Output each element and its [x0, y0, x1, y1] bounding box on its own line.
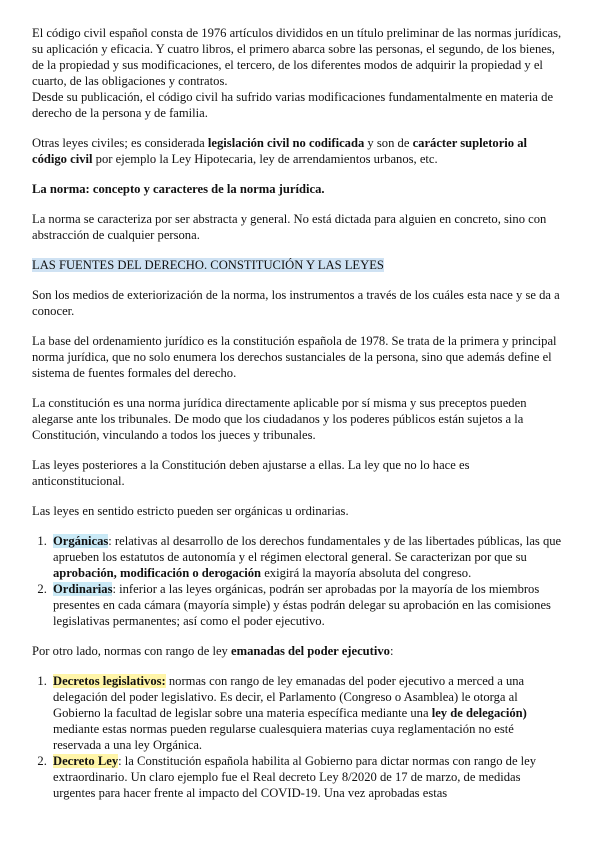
term-highlight: Decretos legislativos:	[53, 674, 166, 688]
text-span: mediante estas normas pueden regularse cualesquiera materias cuya reglamentación no esté reservada a una ley Orgánica.	[53, 722, 514, 752]
text-span: Por otro lado, normas con rango de ley	[32, 644, 232, 658]
list-item	[50, 673, 562, 753]
text-span: normas con rango de ley emanadas del poder ejecutivo a merced a una delegación del poder legislativo. Es decir, el Parlamento (Congreso o Asamblea) le otorga al Gobierno la facultad de legislar sobre una materia específica mediante una	[53, 674, 525, 720]
section-heading-fuentes	[32, 257, 562, 273]
term-highlight: Decreto Ley	[53, 754, 119, 768]
paragraph-codigo-civil	[32, 25, 562, 89]
paragraph-poder-ejecutivo	[32, 643, 562, 659]
text-span: :	[389, 644, 394, 658]
paragraph-text: La base del ordenamiento jurídico es la constitución española de 1978. Se trata de la primera y principal norma jurídica, que no solo enumera los derechos sustanciales de la persona, sino que además define el sistema de fuentes formales del derecho.	[32, 334, 557, 380]
text-span: y son de	[364, 136, 413, 150]
list-normas-ejecutivo	[32, 673, 562, 801]
text-span: : inferior a las leyes orgánicas, podrán ser aprobadas por la mayoría de los miembros presentes en cada cámara (mayoría simple) y éstas podrán delegar su aprobación en las comisiones legislativas permanentes; así como el poder ejecutivo.	[53, 582, 551, 628]
bold-span: carácter supletorio al código civil	[32, 136, 528, 166]
bold-span: legislación civil no codificada	[207, 136, 365, 150]
text-span: Otras leyes civiles; es considerada	[32, 136, 208, 150]
paragraph-medios	[32, 287, 562, 319]
list-tipos-leyes	[32, 533, 562, 629]
paragraph-text: La norma se caracteriza por ser abstracta y general. No está dictada para alguien en concreto, sino con abstracción de cualquier persona.	[32, 212, 547, 242]
bold-span: emanadas del poder ejecutivo	[231, 644, 390, 658]
bold-span: aprobación, modificación o derogación	[53, 566, 262, 580]
paragraph-constitucion-aplicable	[32, 395, 562, 443]
paragraph-text: La constitución es una norma jurídica directamente aplicable por sí misma y sus preceptos pueden alegarse ante los tribunales. De modo que los ciudadanos y los poderes públicos están sujetos a la Constitución, vinculando a todos los jueces y tribunales.	[32, 396, 527, 442]
list-item	[50, 533, 562, 581]
paragraph-text: Son los medios de exteriorización de la norma, los instrumentos a través de los cuáles esta nace y se da a conocer.	[32, 288, 560, 318]
paragraph-text: Las leyes en sentido estricto pueden ser orgánicas u ordinarias.	[32, 504, 349, 518]
paragraph-leyes-estricto	[32, 503, 562, 519]
text-span: por ejemplo la Ley Hipotecaria, ley de arrendamientos urbanos, etc.	[92, 152, 438, 166]
bold-span: ley de delegación)	[431, 706, 527, 720]
text-span: : relativas al desarrollo de los derechos fundamentales y de las libertades públicas, las que aprueben los estatutos de autonomía y el régimen electoral general. Se caracterizan por que su	[53, 534, 562, 564]
list-item	[50, 581, 562, 629]
paragraph-modificaciones	[32, 89, 562, 121]
term-highlight: Ordinarias	[53, 582, 113, 596]
paragraph-leyes-posteriores	[32, 457, 562, 489]
term-highlight: Orgánicas	[53, 534, 109, 548]
paragraph-text: El código civil español consta de 1976 artículos divididos en un título preliminar de las normas jurídicas, su aplicación y eficacia. Y cuatro libros, el primero abarca sobre las personas, el segundo, de los bienes, de la propiedad y sus modificaciones, el tercero, de los diferentes modos de adquirir la propiedad y el cuarto, de las obligaciones y contratos.	[32, 26, 562, 88]
text-span: exigirá la mayoría absoluta del congreso.	[261, 566, 472, 580]
heading-text: La norma: concepto y caracteres de la norma jurídica.	[32, 182, 325, 196]
paragraph-constitucion-base	[32, 333, 562, 381]
section-heading-norma	[32, 181, 562, 197]
heading-text: LAS FUENTES DEL DERECHO. CONSTITUCIÓN Y LAS LEYES	[32, 258, 384, 272]
paragraph-text: Desde su publicación, el código civil ha sufrido varias modificaciones fundamentalmente en materia de derecho de la persona y de familia.	[32, 90, 554, 120]
list-item	[50, 753, 562, 801]
paragraph-norma	[32, 211, 562, 243]
text-span: : la Constitución española habilita al Gobierno para dictar normas con rango de ley extraordinario. Un claro ejemplo fue el Real decreto Ley 8/2020 de 17 de marzo, de medidas urgentes para hacer frente al impacto del COVID-19. Una vez aprobadas estas	[53, 754, 537, 800]
paragraph-otras-leyes	[32, 135, 562, 167]
paragraph-text: Las leyes posteriores a la Constitución deben ajustarse a ellas. La ley que no lo hace es anticonstitucional.	[32, 458, 470, 488]
